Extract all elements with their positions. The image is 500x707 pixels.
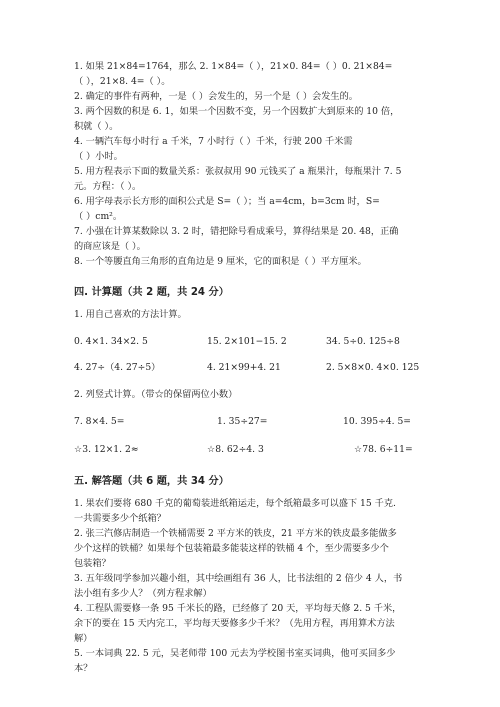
q2-expression: ☆78. 6÷11= [354, 444, 413, 455]
q2-expression: 10. 395÷4. 5= [343, 416, 411, 427]
problem-line-10: 解） [74, 633, 93, 644]
fill-in-line-13: 的商应该是（ ）。 [74, 241, 146, 252]
fill-in-line-6: 4. 一辆汽车每小时行 a 千米，7 小时行（ ）千米，行驶 200 千米需 [74, 136, 353, 147]
section-4-title: 四. 计算题（共 2 题，共 24 分） [74, 287, 229, 298]
fill-in-line-2: （ ），21×8. 4=（ ）。 [74, 76, 171, 87]
problem-line-4: 少个这样的铁桶？如果每个包装箱最多能装这样的铁桶 4 个，至少需要多少个 [74, 543, 389, 554]
fill-in-line-1: 1. 如果 21×84=1764，那么 2. 1×84=（ ），21×0. 84=（ ）0. 21×84= [74, 61, 393, 72]
fill-in-line-10: 6. 用字母表示长方形的面积公式是 S=（ ）；当 a=4cm，b=3cm 时，S= [74, 196, 380, 207]
problem-line-9: 余下的要在 15 天内完工，平均每天要修多少千米？（先用方程，再用算术方法 [74, 618, 395, 629]
fill-in-line-4: 3. 两个因数的积是 6. 1，如果一个因数不变，另一个因数扩大到原来的 10 倍， [74, 106, 400, 117]
problem-line-2: 一共需要多少个纸箱？ [74, 513, 166, 524]
fill-in-line-14: 8. 一个等腰直角三角形的直角边是 9 厘米，它的面积是（ ）平方厘米。 [74, 256, 367, 267]
fill-in-line-12: 7. 小强在计算某数除以 3. 2 时，错把除号看成乘号，算得结果是 20. 48，正确 [74, 226, 399, 237]
problem-line-7: 法小组有多少人？（列方程求解） [74, 588, 212, 599]
problem-line-3: 2. 张三汽修店制造一个铁桶需要 2 平方米的铁皮，21 平方米的铁皮最多能做多 [74, 528, 397, 539]
q1-expression: 34. 5÷0. 125÷8 [326, 336, 400, 347]
problem-line-6: 3. 五年级同学参加兴趣小组，其中绘画组有 36 人，比书法组的 2 倍少 4 人，书 [74, 573, 403, 584]
q1-prompt: 1. 用自己喜欢的方法计算。 [74, 309, 187, 320]
q1-expression: 0. 4×1. 34×2. 5 [74, 336, 148, 347]
problem-line-12: 本？ [74, 663, 93, 674]
problem-line-1: 1. 果农们要将 680 千克的葡萄装进纸箱运走，每个纸箱最多可以盛下 15 千克. [74, 498, 396, 509]
q1-expression: 15. 2×101−15. 2 [207, 336, 287, 347]
fill-in-line-5: 积就（ ）。 [74, 121, 119, 132]
fill-in-line-9: 元。方程：（ ）。 [74, 181, 142, 192]
q1-expression: 2. 5×8×0. 4×0. 125 [326, 362, 420, 373]
q1-expression: 4. 21×99+4. 21 [207, 362, 281, 373]
fill-in-line-11: （ ）cm²。 [74, 211, 123, 222]
problem-line-11: 5. 一本词典 22. 5 元，吴老师带 100 元去为学校图书室买词典，他可买回多少 [74, 648, 396, 659]
q2-expression: ☆8. 62÷4. 3 [207, 444, 264, 455]
q2-expression: ☆3. 12×1. 2≈ [74, 444, 139, 455]
q1-expression: 4. 27÷（4. 27÷5） [74, 362, 161, 373]
fill-in-line-7: （ ）小时。 [74, 151, 123, 162]
fill-in-line-3: 2. 确定的事件有两种，一是（ ）会发生的，另一个是（ ）会发生的。 [74, 91, 358, 102]
problem-line-5: 包装箱？ [74, 558, 111, 569]
fill-in-line-8: 5. 用方程表示下面的数量关系：张叔叔用 90 元钱买了 a 瓶果汁，每瓶果汁 7. 5 [74, 166, 402, 177]
q2-expression: 7. 8×4. 5= [74, 416, 125, 427]
problem-line-8: 4. 工程队需要修一条 95 千米长的路，已经修了 20 天，平均每天修 2. 5 千米， [74, 603, 402, 614]
q2-prompt: 2. 列竖式计算。（带☆的保留两位小数） [74, 389, 238, 400]
q2-expression: 1. 35÷27= [217, 416, 268, 427]
section-5-title: 五. 解答题（共 6 题，共 34 分） [74, 476, 229, 487]
